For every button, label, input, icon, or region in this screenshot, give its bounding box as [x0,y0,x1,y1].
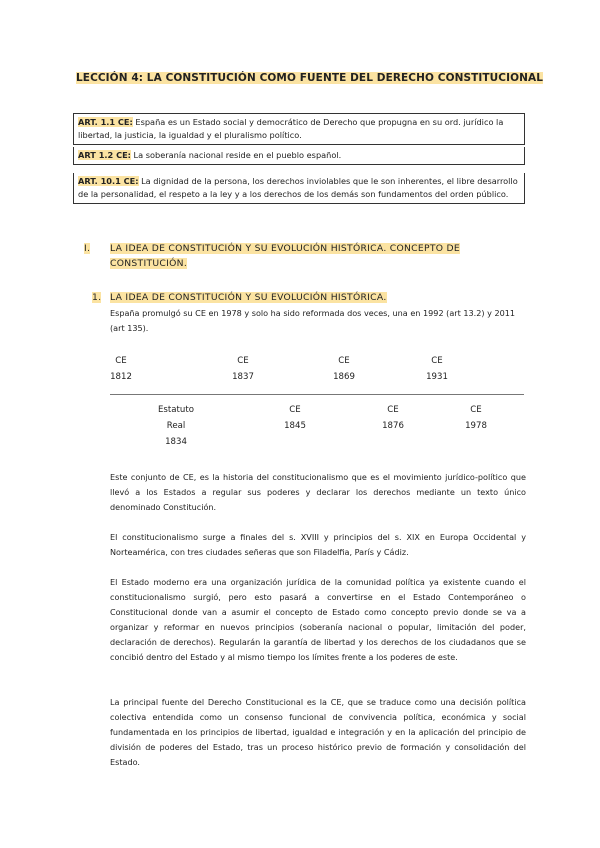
timeline-item: CE 1812 [110,356,132,382]
article-text: La soberanía nacional reside en el pueblo español. [130,150,342,160]
timeline-axis [110,394,524,395]
timeline-item: Estatuto Real 1834 [158,405,194,447]
timeline-item: CE 1876 [382,405,404,431]
subsection-heading: LA IDEA DE CONSTITUCIÓN Y SU EVOLUCIÓN HISTÓRICA. [110,292,387,303]
timeline-item: CE 1978 [465,405,487,431]
timeline-item: CE 1931 [426,356,448,382]
timeline-item: CE 1869 [333,356,355,382]
paragraph: Este conjunto de CE, es la historia del constitucionalismo que es el movimiento jurídico-político que llevó a los Estados a regular sus poderes y declarar los derechos mediante un texto único denominado Constitución. [110,472,526,512]
section-number: I. [84,243,91,254]
intro-paragraph: España promulgó su CE en 1978 y solo ha sido reformada dos veces, una en 1992 (art 13.2) y 2011 (art 135). [110,308,516,333]
article-ref: ART. 10.1 CE: [78,176,139,186]
section-heading: LA IDEA DE CONSTITUCIÓN Y SU EVOLUCIÓN HISTÓRICA. CONCEPTO DE CONSTITUCIÓN. [110,243,460,269]
article-box-1 [73,113,525,145]
article-box-3 [73,173,525,204]
paragraph: El constitucionalismo surge a finales del s. XVIII y principios del s. XIX en Europa Occidental y Norteamérica, con tres ciudades señeras que son Filadelfia, París y Cádiz. [110,532,526,557]
timeline-item: CE 1845 [284,405,306,431]
paragraph: El Estado moderno era una organización jurídica de la comunidad política ya existente cuando el constitucionalismo surgió, pero esto pasará a convertirse en el Estado Contemporáneo o Constitucional donde van a asumir el concepto de Estado como concepto previo donde se va a organizar y reformar en nuevos principios (soberanía nacional o popular, limitación del poder, declaración de derechos). Regularán la garantía de libertad y los derechos de los ciudadanos que se concibió dentro del Estado y al mismo tiempo los límites frente a los poderes de este. [110,577,526,662]
article-ref: ART 1.2 CE: [78,150,131,160]
page-title: LECCIÓN 4: LA CONSTITUCIÓN COMO FUENTE DEL DERECHO CONSTITUCIONAL [76,72,544,84]
article-text: La dignidad de la persona, los derechos inviolables que le son inherentes, el libre desarrollo de la personalidad, el respeto a la ley y a los derechos de los demás son fundamentos del orden público. [78,176,518,199]
subsection-number: 1. [92,292,102,303]
article-text: España es un Estado social y democrático de Derecho que propugna en su ord. jurídico la libertad, la justicia, la igualdad y el pluralismo político. [78,117,504,140]
paragraph: La principal fuente del Derecho Constitucional es la CE, que se traduce como una decisión política colectiva entendida como un consenso funcional de convivencia política, económica y social fundamentada en los principios de libertad, igualdad e integración y en la aplicación del principio de división de poderes del Estado, tras un proceso histórico previo de formación y consolidación del Estado. [110,697,526,767]
timeline-item: CE 1837 [232,356,254,382]
article-box-2 [73,147,525,165]
article-ref: ART. 1.1 CE: [78,117,133,127]
